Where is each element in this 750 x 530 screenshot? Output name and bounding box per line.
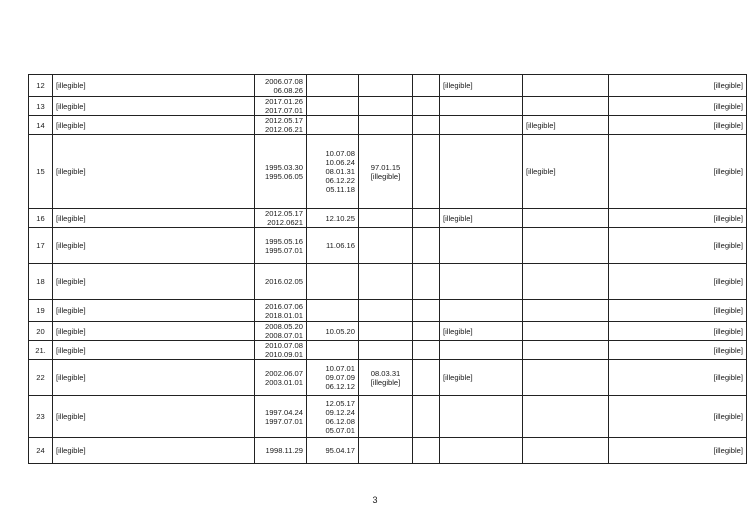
table-row: [29, 135, 747, 209]
cell-dates: 2017.01.26 2017.07.01: [255, 97, 307, 116]
cell-resp: [illegible]: [609, 135, 747, 209]
cell-resp: [illegible]: [609, 209, 747, 228]
cell-ref-b: [523, 438, 609, 464]
cell-x: [413, 209, 440, 228]
cell-num: 19: [29, 300, 53, 322]
cell-ref-b: [523, 341, 609, 360]
page-number: 3: [372, 495, 378, 505]
cell-dates: 2002.06.07 2003.01.01: [255, 360, 307, 396]
cell-ref-a: [440, 116, 523, 135]
cell-resp: [illegible]: [609, 97, 747, 116]
cell-ref-a: [440, 228, 523, 264]
cell-repeal: [359, 264, 413, 300]
cell-ref-a: [440, 341, 523, 360]
cell-ref-b: [523, 209, 609, 228]
cell-repeal: [359, 97, 413, 116]
cell-ref-a: [illegible]: [440, 322, 523, 341]
cell-resp: [illegible]: [609, 75, 747, 97]
cell-ref-b: [523, 97, 609, 116]
cell-repeal: [359, 341, 413, 360]
cell-resp: [illegible]: [609, 264, 747, 300]
cell-ref-a: [440, 300, 523, 322]
cell-name: [illegible]: [53, 135, 255, 209]
cell-repeal: 97.01.15 [illegible]: [359, 135, 413, 209]
cell-ref-a: [illegible]: [440, 75, 523, 97]
cell-x: [413, 438, 440, 464]
cell-repeal: [359, 322, 413, 341]
table-row: [29, 396, 747, 438]
cell-resp: [illegible]: [609, 300, 747, 322]
table-row: [29, 438, 747, 464]
law-register-table: [28, 74, 747, 464]
cell-amend: [307, 264, 359, 300]
cell-amend: 10.05.20: [307, 322, 359, 341]
cell-x: [413, 341, 440, 360]
cell-amend: 95.04.17: [307, 438, 359, 464]
cell-ref-b: [523, 322, 609, 341]
cell-dates: 2006.07.08 06.08.26: [255, 75, 307, 97]
cell-repeal: [359, 300, 413, 322]
cell-name: [illegible]: [53, 300, 255, 322]
cell-amend: 12.10.25: [307, 209, 359, 228]
cell-resp: [illegible]: [609, 116, 747, 135]
table-row: [29, 209, 747, 228]
cell-ref-a: [illegible]: [440, 209, 523, 228]
cell-x: [413, 97, 440, 116]
cell-resp: [illegible]: [609, 322, 747, 341]
cell-num: 16: [29, 209, 53, 228]
cell-dates: 2012.05.17 2012.06.21: [255, 116, 307, 135]
cell-ref-b: [523, 360, 609, 396]
cell-amend: [307, 341, 359, 360]
table-row: [29, 228, 747, 264]
cell-name: [illegible]: [53, 396, 255, 438]
cell-resp: [illegible]: [609, 360, 747, 396]
cell-num: 24: [29, 438, 53, 464]
cell-num: 17: [29, 228, 53, 264]
cell-amend: 12.05.17 09.12.24 06.12.08 05.07.01: [307, 396, 359, 438]
cell-repeal: 08.03.31 [illegible]: [359, 360, 413, 396]
cell-num: 20: [29, 322, 53, 341]
cell-resp: [illegible]: [609, 228, 747, 264]
cell-name: [illegible]: [53, 75, 255, 97]
cell-x: [413, 135, 440, 209]
cell-ref-b: [illegible]: [523, 116, 609, 135]
cell-ref-b: [523, 300, 609, 322]
cell-num: 15: [29, 135, 53, 209]
cell-amend: [307, 300, 359, 322]
cell-ref-b: [illegible]: [523, 135, 609, 209]
cell-dates: 1995.05.16 1995.07.01: [255, 228, 307, 264]
cell-name: [illegible]: [53, 360, 255, 396]
cell-ref-a: [illegible]: [440, 360, 523, 396]
cell-x: [413, 322, 440, 341]
cell-ref-a: [440, 438, 523, 464]
cell-dates: 2016.02.05: [255, 264, 307, 300]
table-row: [29, 300, 747, 322]
cell-name: [illegible]: [53, 209, 255, 228]
cell-num: 13: [29, 97, 53, 116]
cell-name: [illegible]: [53, 438, 255, 464]
cell-resp: [illegible]: [609, 438, 747, 464]
table-row: [29, 322, 747, 341]
cell-name: [illegible]: [53, 116, 255, 135]
cell-x: [413, 360, 440, 396]
cell-name: [illegible]: [53, 341, 255, 360]
table-row: [29, 75, 747, 97]
cell-x: [413, 300, 440, 322]
cell-amend: [307, 75, 359, 97]
cell-ref-b: [523, 75, 609, 97]
table-row: [29, 264, 747, 300]
cell-ref-a: [440, 135, 523, 209]
cell-repeal: [359, 75, 413, 97]
cell-ref-b: [523, 228, 609, 264]
cell-amend: 10.07.08 10.06.24 08.01.31 06.12.22 05.11.18: [307, 135, 359, 209]
cell-x: [413, 264, 440, 300]
cell-ref-a: [440, 396, 523, 438]
cell-dates: 2012.05.17 2012.0621: [255, 209, 307, 228]
cell-x: [413, 228, 440, 264]
cell-num: 21.: [29, 341, 53, 360]
cell-name: [illegible]: [53, 322, 255, 341]
table-row: [29, 97, 747, 116]
cell-amend: 11.06.16: [307, 228, 359, 264]
cell-name: [illegible]: [53, 228, 255, 264]
cell-x: [413, 75, 440, 97]
cell-repeal: [359, 396, 413, 438]
cell-repeal: [359, 209, 413, 228]
table-row: [29, 116, 747, 135]
cell-amend: 10.07.01 09.07.09 06.12.12: [307, 360, 359, 396]
cell-x: [413, 116, 440, 135]
cell-num: 14: [29, 116, 53, 135]
cell-resp: [illegible]: [609, 396, 747, 438]
cell-num: 12: [29, 75, 53, 97]
cell-num: 23: [29, 396, 53, 438]
cell-ref-b: [523, 264, 609, 300]
cell-num: 18: [29, 264, 53, 300]
cell-num: 22: [29, 360, 53, 396]
cell-dates: 1995.03.30 1995.06.05: [255, 135, 307, 209]
cell-repeal: [359, 438, 413, 464]
cell-amend: [307, 97, 359, 116]
cell-dates: 1998.11.29: [255, 438, 307, 464]
cell-x: [413, 396, 440, 438]
cell-dates: 1997.04.24 1997.07.01: [255, 396, 307, 438]
cell-name: [illegible]: [53, 264, 255, 300]
cell-name: [illegible]: [53, 97, 255, 116]
cell-repeal: [359, 116, 413, 135]
cell-ref-a: [440, 264, 523, 300]
cell-ref-b: [523, 396, 609, 438]
cell-dates: 2016.07.06 2018.01.01: [255, 300, 307, 322]
cell-repeal: [359, 228, 413, 264]
cell-resp: [illegible]: [609, 341, 747, 360]
cell-dates: 2010.07.08 2010.09.01: [255, 341, 307, 360]
cell-amend: [307, 116, 359, 135]
table-row: [29, 341, 747, 360]
table-row: [29, 360, 747, 396]
cell-ref-a: [440, 97, 523, 116]
cell-dates: 2008.05.20 2008.07.01: [255, 322, 307, 341]
